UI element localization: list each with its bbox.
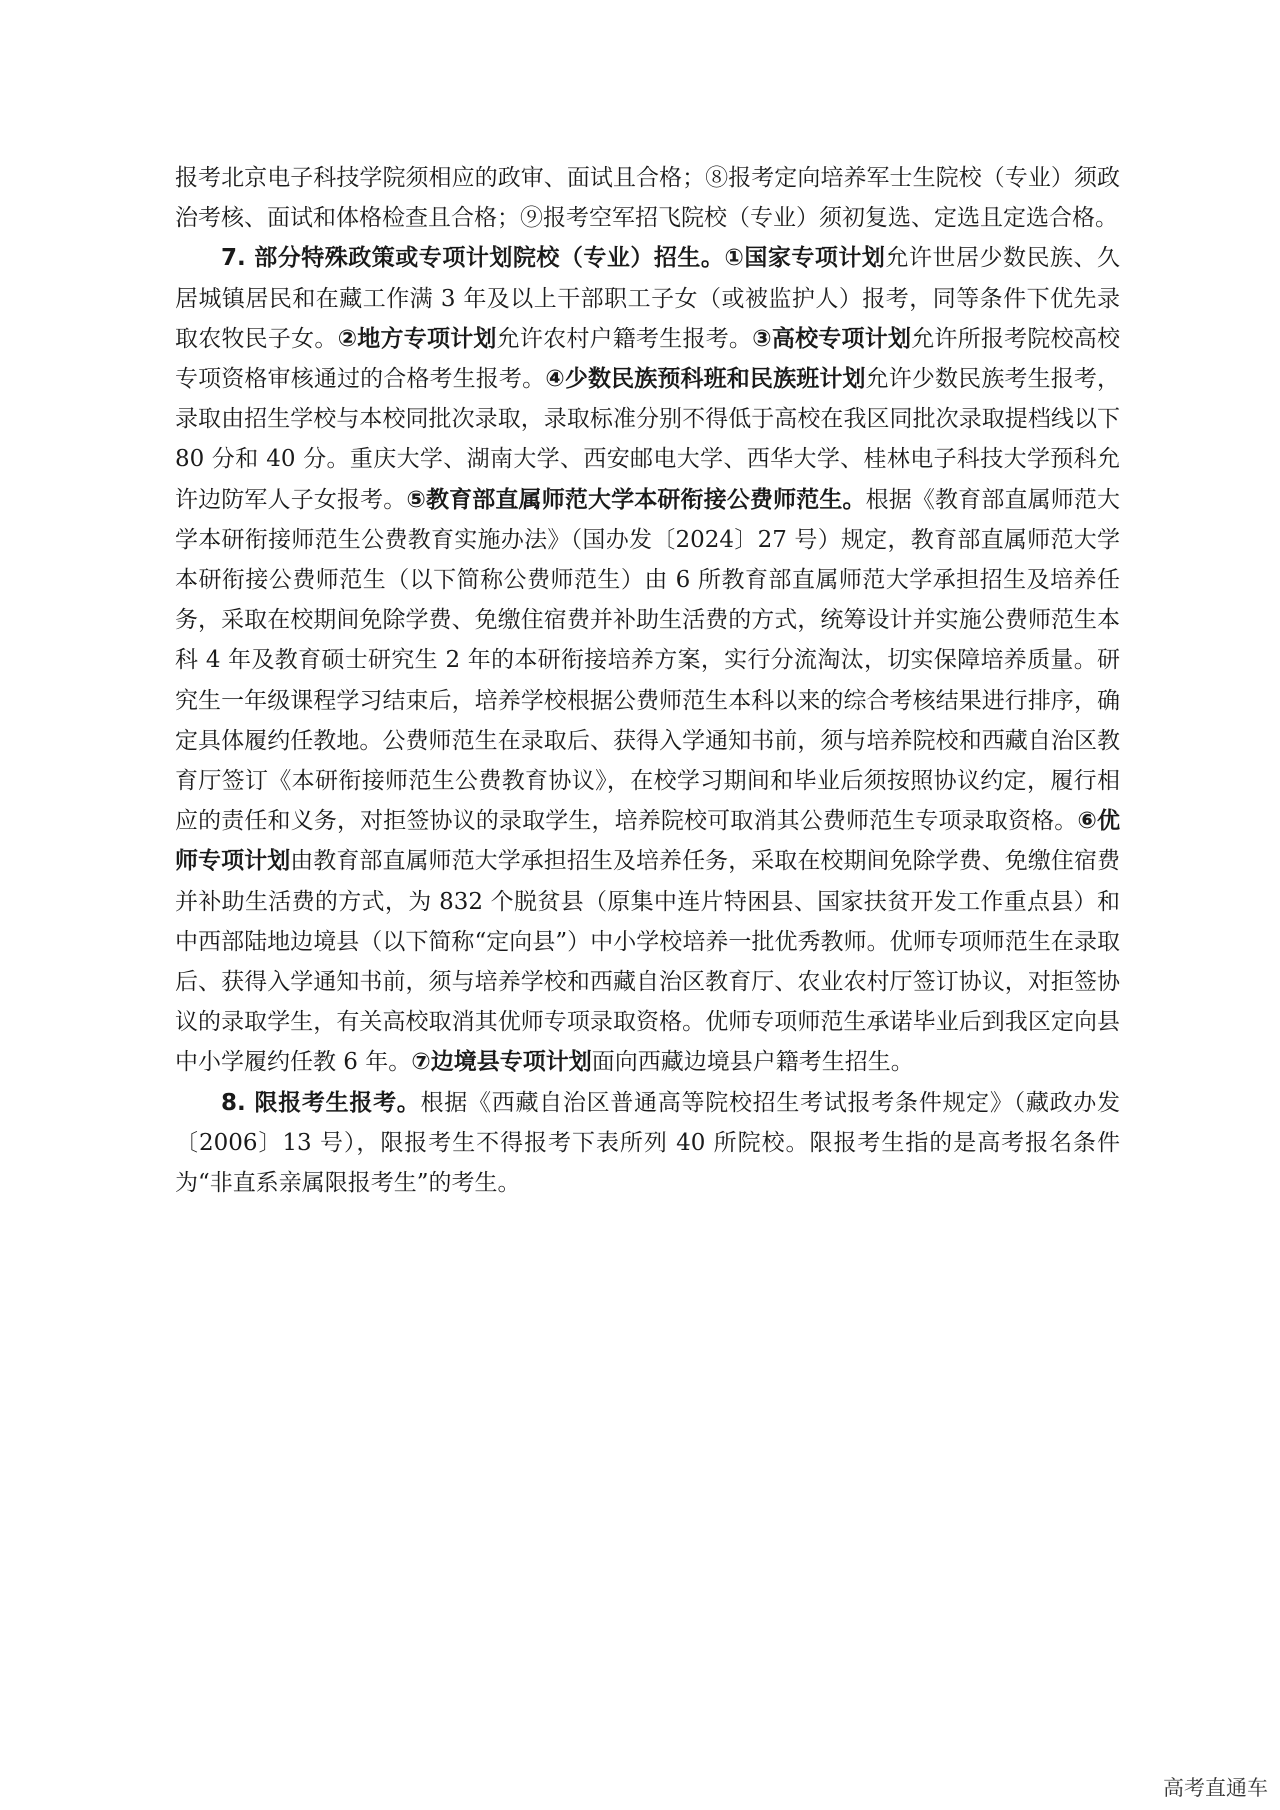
item-7-text: 面向西藏边境县户籍考生招生。 [591, 1049, 914, 1076]
item-6-text: 由教育部直属师范大学承担招生及培养任务，采取在校期间免除学费、免缴住宿费并补助生活费的方式，为 832 个脱贫县（原集中连片特困县、国家扶贫开发工作重点县）和中西部陆地边境县（以下简称“定向县”）中小学校培养一批优秀教师。优师专项师范生在录取后、获得入学通知书前，须与培养学校和西藏自治区教育厅、农业农村厅签订协议，对拒签协议的录取学生，有关高校取消其优师专项录取资格。优师专项师范生承诺毕业后到我区定向县中小学履约任教 6 年。 [175, 848, 1121, 1076]
item-6-title: ⑥优师专项计划 [175, 808, 1121, 875]
paragraph-section-7 [175, 238, 1120, 1082]
item-1-title: ①国家专项计划 [724, 245, 886, 272]
paragraph-section-8 [175, 1083, 1120, 1204]
item-2-title: ②地方专项计划 [337, 325, 497, 352]
paragraph-continuation: 报考北京电子科技学院须相应的政审、面试且合格；⑧报考定向培养军士生院校（专业）须政治考核、面试和体格检查且合格；⑨报考空军招飞院校（专业）须初复选、定选且定选合格。 [175, 165, 1120, 232]
section-8-heading: 8. 限报考生报考。 [221, 1089, 421, 1116]
item-7-title: ⑦边境县专项计划 [411, 1049, 592, 1076]
section-7-heading: 7. 部分特殊政策或专项计划院校（专业）招生。 [221, 245, 725, 272]
item-4-title: ④少数民族预科班和民族班计划 [545, 366, 866, 393]
document-body [175, 158, 1120, 1203]
item-5-title: ⑤教育部直属师范大学本研衔接公费师范生。 [406, 486, 866, 513]
item-3-title: ③高校专项计划 [752, 325, 912, 352]
item-2-text: 允许农村户籍考生报考。 [496, 325, 753, 352]
item-3-text: 允许所报考院校高校专项资格审核通过的合格考生报考。 [175, 325, 1121, 393]
item-5-text: 根据《教育部直属师范大学本研衔接师范生公费教育实施办法》（国办发〔2024〕27 号）规定，教育部直属师范大学本研衔接公费师范生（以下简称公费师范生）由 6 所教育部直属师范大学承担招生及培养任务，采取在校期间免除学费、免缴住宿费并补助生活费的方式，统筹设计并实施公费师范生本科 4 年及教育硕士研究生 2 年的本研衔接培养方案，实行分流淘汰，切实保障培养质量。研究生一年级课程学习结束后，培养学校根据公费师范生本科以来的综合考核结果进行排序，确定具体履约任教地。公费师范生在录取后、获得入学通知书前，须与培养院校和西藏自治区教育厅签订《本研衔接师范生公费教育协议》，在校学习期间和毕业后须按照协议约定，履行相应的责任和义务，对拒签协议的录取学生，培养院校可取消其公费师范生专项录取资格。 [175, 486, 1121, 835]
item-4-text: 允许少数民族考生报考，录取由招生学校与本校同批次录取，录取标准分别不得低于高校在我区同批次录取提档线以下 80 分和 40 分。重庆大学、湖南大学、西安邮电大学、西华大学、桂林电子科技大学预科允许边防军人子女报考。 [175, 366, 1121, 513]
watermark-label: 高考直通车 [1159, 1770, 1272, 1804]
section-8-text: 根据《西藏自治区普通高等院校招生考试报考条件规定》（藏政办发〔2006〕13 号），限报考生不得报考下表所列 40 所院校。限报考生指的是高考报名条件为“非直系亲属限报考生”的考生。 [175, 1089, 1121, 1197]
item-1-text: 允许世居少数民族、久居城镇居民和在藏工作满 3 年及以上干部职工子女（或被监护人）报考，同等条件下优先录取农牧民子女。 [175, 245, 1121, 352]
